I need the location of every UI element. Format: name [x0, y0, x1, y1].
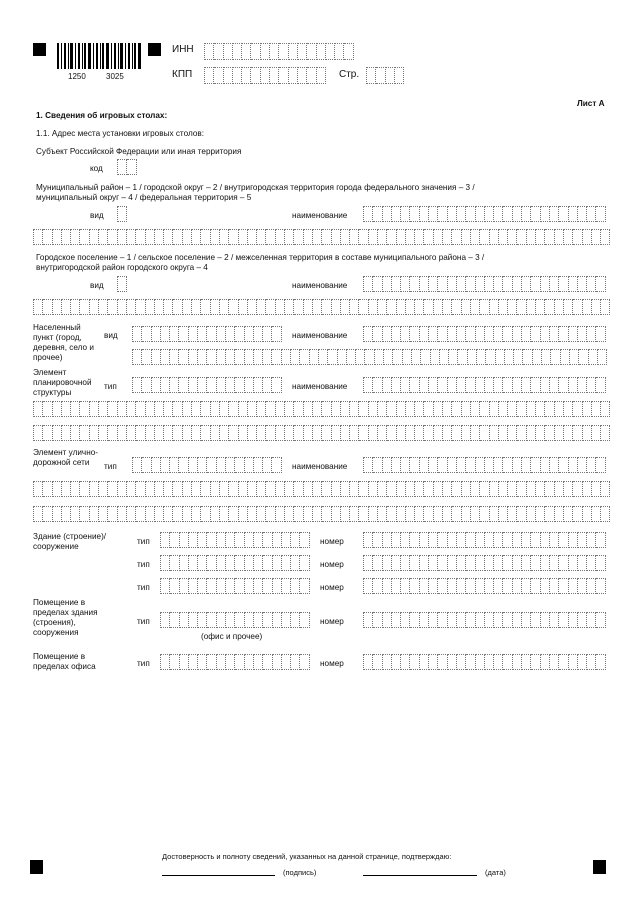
building-type-field-3[interactable] [160, 578, 310, 594]
subject-label: Субъект Российской Федерации или иная территория [36, 147, 242, 156]
subject-code-field[interactable] [117, 159, 137, 175]
signature-line[interactable] [162, 875, 275, 876]
municipal-kind-field[interactable] [117, 206, 127, 222]
barcode-number-left: 1250 [68, 72, 86, 81]
planning-label: Элемент планировочной структуры [33, 368, 92, 397]
premises-type-label: тип [137, 617, 150, 626]
planning-name-label: наименование [292, 382, 348, 391]
street-name-label: наименование [292, 462, 348, 471]
kpp-field[interactable] [204, 67, 326, 84]
office-type-label: тип [137, 659, 150, 668]
corner-marker-bottom-left [30, 860, 43, 874]
barcode [57, 43, 141, 69]
municipal-name-field-1[interactable] [363, 206, 606, 222]
settlement-name-label: наименование [292, 281, 348, 290]
settlement-name-field-2[interactable] [33, 299, 610, 315]
office-type-field[interactable] [160, 654, 310, 670]
building-type-label-3: тип [137, 583, 150, 592]
street-name-field-3[interactable] [33, 506, 610, 522]
kpp-label: КПП [172, 69, 193, 80]
locality-label: Населенный пункт (город, деревня, село и прочее) [33, 323, 94, 362]
street-type-label: тип [104, 462, 117, 471]
locality-kind-label: вид [104, 331, 118, 340]
premises-number-field[interactable] [363, 612, 606, 628]
premises-type-note: (офис и прочее) [201, 632, 263, 641]
building-number-field-1[interactable] [363, 532, 606, 548]
building-label: Здание (строение)/ сооружение [33, 532, 107, 551]
settlement-kind-label: вид [90, 281, 104, 290]
locality-name-label: наименование [292, 331, 348, 340]
building-number-field-3[interactable] [363, 578, 606, 594]
street-type-field[interactable] [132, 457, 282, 473]
office-label: Помещение в пределах офиса [33, 652, 96, 671]
municipal-name-field-2[interactable] [33, 229, 610, 245]
planning-name-field-2[interactable] [33, 401, 610, 417]
planning-type-label: тип [104, 382, 117, 391]
code-label: код [90, 164, 103, 173]
building-number-label-3: номер [320, 583, 344, 592]
locality-kind-field[interactable] [132, 326, 282, 342]
settlement-description: Городское поселение – 1 / сельское поселение – 2 / межселенная территория в составе муниципального района – 3 / внутригородской район городского округа – 4 [36, 253, 485, 272]
planning-name-field-3[interactable] [33, 425, 610, 441]
office-number-field[interactable] [363, 654, 606, 670]
locality-name-field-1[interactable] [363, 326, 606, 342]
municipal-name-label: наименование [292, 211, 348, 220]
premises-label: Помещение в пределах здания (строения), сооружения [33, 598, 98, 637]
corner-marker-top-mid [148, 43, 161, 56]
building-type-field-2[interactable] [160, 555, 310, 571]
barcode-number-right: 3025 [106, 72, 124, 81]
section-title: 1. Сведения об игровых столах: [36, 111, 168, 120]
building-number-field-2[interactable] [363, 555, 606, 571]
sheet-label: Лист А [577, 99, 605, 108]
locality-name-field-2[interactable] [132, 349, 607, 365]
building-type-label-1: тип [137, 537, 150, 546]
corner-marker-bottom-right [593, 860, 606, 874]
municipal-description: Муниципальный район – 1 / городской округ – 2 / внутригородская территория города федерального значения – 3 / муниципальный округ – 4 / федеральная территория – 5 [36, 183, 475, 202]
building-type-label-2: тип [137, 560, 150, 569]
premises-number-label: номер [320, 617, 344, 626]
building-number-label-1: номер [320, 537, 344, 546]
page-label: Стр. [339, 69, 360, 80]
section-subtitle: 1.1. Адрес места установки игровых столов: [36, 129, 205, 138]
signature-label: (подпись) [283, 868, 317, 877]
building-type-field-1[interactable] [160, 532, 310, 548]
street-name-field-2[interactable] [33, 481, 610, 497]
date-label: (дата) [485, 868, 506, 877]
street-name-field-1[interactable] [363, 457, 606, 473]
street-label: Элемент улично-дорожной сети [33, 448, 99, 467]
premises-type-field[interactable] [160, 612, 310, 628]
corner-marker-top-left [33, 43, 46, 56]
date-line[interactable] [363, 875, 477, 876]
office-number-label: номер [320, 659, 344, 668]
confirmation-text: Достоверность и полноту сведений, указанных на данной странице, подтверждаю: [162, 852, 452, 861]
settlement-name-field-1[interactable] [363, 276, 606, 292]
inn-label: ИНН [172, 44, 194, 55]
municipal-kind-label: вид [90, 211, 104, 220]
inn-field[interactable] [204, 43, 354, 60]
planning-name-field-1[interactable] [363, 377, 606, 393]
planning-type-field[interactable] [132, 377, 282, 393]
settlement-kind-field[interactable] [117, 276, 127, 292]
building-number-label-2: номер [320, 560, 344, 569]
page-number-field[interactable] [366, 67, 404, 84]
